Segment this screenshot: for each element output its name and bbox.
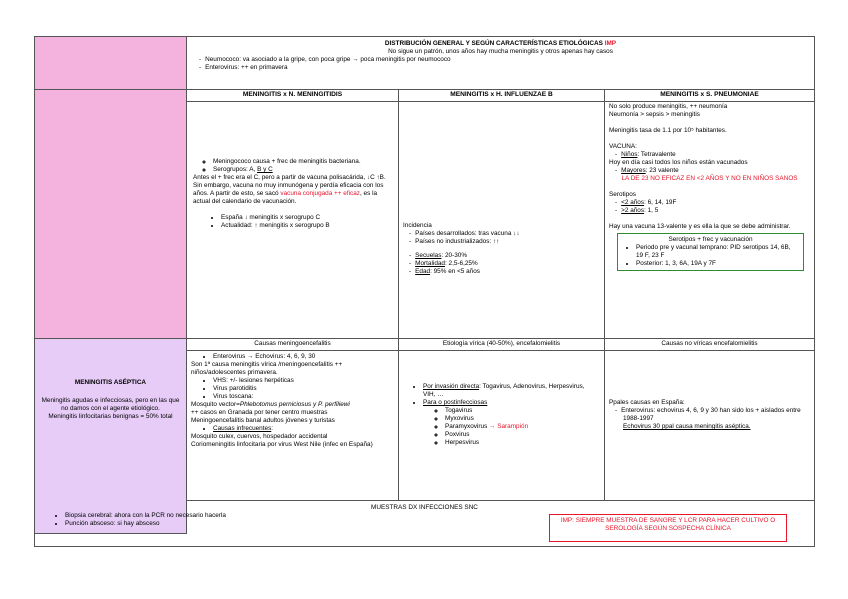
n-meningitidis-content (187, 102, 399, 339)
header-causas-meningoencefalitis: Causas meningoencefalitis (187, 339, 399, 351)
h-influenzae-content (399, 102, 605, 339)
parotiditis-item: • Virus parotiditis (213, 385, 394, 393)
culex-text: Mosquito culex, cuervos, hospedador accidental (191, 433, 328, 440)
ninos-item: - Niños: Tetravalente (623, 151, 810, 159)
invasion-directa-item: • Por invasión directa: Togavirus, Adenovirus, Herpesvirus, VIH, … (423, 383, 598, 399)
biopsia-item: • Biopsia cerebral: ahora con la PCR no necesario hacerla (65, 512, 525, 520)
serotipos-label: Serotipos (609, 191, 636, 198)
hoy-text: Hoy en día casi todos los niños están vacunados (609, 159, 748, 166)
aseptica-title: MENINGITIS ASÉPTICA (74, 379, 147, 386)
paramyxovirus-item: ◦ Paramyxovirus → Sarampión (445, 423, 598, 431)
serotipos-vacunacion-box (617, 233, 804, 271)
header-s-pneumoniae: MENINGITIS x S. PNEUMONIAE (605, 90, 815, 102)
posterior-item: • Posterior: 1, 3, 6A, 19A y 7F (636, 260, 799, 268)
postinfecciosas-item: • Para o postinfecciosas ◦ Togavirus ◦ Myxovirus ◦ Paramyxovirus → Sarampión ◦ Poxvirus ◦ Herpesvirus (423, 399, 598, 447)
s-pneumoniae-content (605, 102, 815, 339)
togavirus-item: ◦ Togavirus (445, 407, 598, 415)
edad-item: - Edad: 95% en <5 años (417, 268, 600, 276)
causas-no-viricas-content (605, 351, 815, 501)
toscana-item: • Virus toscana: (213, 393, 394, 401)
causas-meningoencefalitis-content (187, 351, 399, 501)
serotipos-box-title: Serotipos + frec y vacunación (668, 236, 753, 243)
imp-sangre-lcr-box: IMP: SIEMPRE MUESTRA DE SANGRE Y LCR PARA HACER CULTIVO O SEROLOGÍA SEGÚN SOSPECHA CLÍNICA (549, 514, 787, 542)
echovirus-30-text: Echovirus 30 ppal causa meningitis aséptica. (623, 423, 751, 430)
primera-causa-text: Son 1ª causa meningitis vírica /meningoencefalitis ++ niños/adolescentes primavera. (191, 361, 343, 376)
aseptica-desc: Meningitis agudas e infecciosas, pero en las que no damos con el agente etiológico. (41, 397, 180, 412)
header-etiologia-virica: Etiología vírica (40-50%), encefalomielitis (399, 339, 605, 351)
muestras-title: MUESTRAS DX INFECCIONES SNC (371, 504, 478, 511)
mosquito-vector-text: Mosquito vector=Phlebotomus perniciosus y P. perfiliewi (191, 401, 350, 408)
serotipos-mayor-2-item: - >2 años: 1, 5 (623, 207, 810, 215)
enterovirus-echovirus-item: • Enterovirus → Echovirus: 4, 6, 9, 30 (213, 353, 394, 361)
vhs-item: • VHS: +/- lesiones herpéticas (213, 377, 394, 385)
periodo-pre-item: • Periodo pre y vacunal temprano: PID serotipos 14, 6B, 19 F, 23 F (636, 244, 799, 260)
mortalidad-item: - Mortalidad: 2,5-6,25% (417, 260, 600, 268)
notes-table (34, 36, 815, 547)
enterovirus-item: - Enterovirus: ++ en primavera (207, 64, 808, 72)
actualidad-item: • Actualidad: ↑ meningitis x serogrupo B (221, 222, 392, 230)
espana-item: • España ↓ meningitis x serogrupo C (221, 214, 392, 222)
spn-line-2: Neumonía > sepsis > meningitis (609, 111, 700, 118)
aseptica-linf: Meningitis linfocitarias benignas = 50% total (48, 413, 173, 420)
neumococo-item: - Neumococo: va asociado a la gripe, con poca gripe → poca meningitis por neumococo (207, 56, 808, 64)
serogrupos-item: ◦ Serogrupos: A, B y C (213, 166, 392, 174)
paises-no-industrializados-item: - Países no industrializados: ↑↑ (417, 238, 600, 246)
serotipos-menor-2-item: - <2 años: 6, 14, 19F (623, 199, 810, 207)
secuelas-item: - Secuelas: 20-30% (417, 252, 600, 260)
coriomeningitis-text: Coriomeningitis linfocitaria por virus West Nile (infec en España) (191, 441, 373, 448)
meningococo-item: ◦ Meningococo causa + frec de meningitis bacteriana. (213, 158, 392, 166)
header-causas-no-viricas: Causas no víricas encefalomielitis (605, 339, 815, 351)
general-distribution-subtitle: No sigue un patrón, unos años hay mucha meningitis y otros apenas hay casos (388, 48, 613, 55)
etiologia-virica-content (399, 351, 605, 501)
spn-line-3: Meningitis tasa de 1.1 por 10⁵ habitantes. (609, 127, 727, 134)
header-h-influenzae: MENINGITIS x H. INFLUENZAE B (399, 90, 605, 102)
causas-infrecuentes-item: • Causas infrecuentes: (213, 425, 394, 433)
vacuna-label: VACUNA: (609, 143, 637, 150)
myxovirus-item: ◦ Myxovirus (445, 415, 598, 423)
no-eficaz-warning: LA DE 23 NO EFICAZ EN <2 AÑOS Y NO EN NIÑOS SANOS (621, 175, 798, 182)
mayores-item: - Mayores: 23 valente (623, 167, 810, 175)
granada-text: ++ casos en Granada por tener centro muestras (191, 409, 328, 416)
general-distribution-title: DISTRIBUCIÓN GENERAL Y SEGÚN CARACTERÍSTICAS ETIOLÓGICAS IMP (384, 40, 617, 47)
paises-desarrollados-item: - Países desarrollados: tras vacuna ↓↓ (417, 230, 600, 238)
herpesvirus-item: ◦ Herpesvirus (445, 439, 598, 447)
general-distribution-cell (187, 37, 815, 90)
puncion-item: • Punción absceso: si hay absceso (65, 520, 525, 528)
vacuna-polisacarida-text: Antes el + frec era el C, pero a partir de vacuna polisacárida, ↓C ↑B. (193, 174, 386, 181)
header-n-meningitidis: MENINGITIS x N. MENINGITIDIS (187, 90, 399, 102)
incidencia-label: Incidencia (403, 222, 432, 229)
poxvirus-item: ◦ Poxvirus (445, 431, 598, 439)
left-pink-cell (35, 90, 187, 339)
left-pink-cell-top (35, 37, 187, 90)
spn-line-1: No solo produce meningitis, ++ neumonía (609, 103, 728, 110)
meningoencefalitis-banal-text: Meningoencefalitis banal adultos jóvenes y turistas (191, 417, 335, 424)
vacuna-conjugada-text: Sin embargo, vacuna no muy inmunógena y perdía eficacia con los años. A partir de esto, se sacó vacuna conjugada ++ eficaz, es la actual del calendario de vacunación. (193, 182, 384, 205)
ppales-causas-text: Ppales causas en España: (609, 399, 685, 406)
vacuna-13-text: Hay una vacuna 13-valente y es ella la que se debe administrar. (609, 223, 791, 230)
enterovirus-echovirus-aislados-item: - Enterovirus: echovirus 4, 6, 9 y 30 han sido los + aislados entre 1988-1997 (623, 407, 810, 423)
